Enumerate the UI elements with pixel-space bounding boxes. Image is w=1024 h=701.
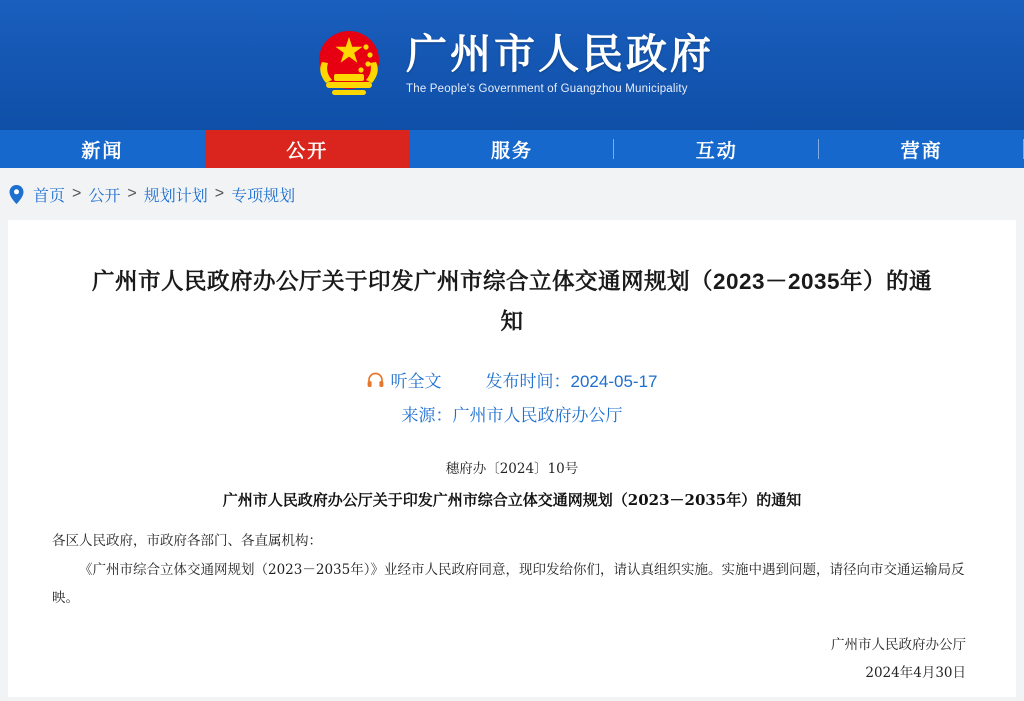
publish-time: 发布时间：2024-05-17 xyxy=(485,372,658,392)
nav-item-label: 互动 xyxy=(695,140,738,162)
article-source: 来源：广州市人民政府办公厅 xyxy=(401,406,623,426)
brand-text xyxy=(406,31,714,96)
document-salutation: 各区人民政府，市政府各部门、各直属机构： xyxy=(52,532,322,549)
listen-full-text-button[interactable] xyxy=(367,366,442,398)
breadcrumb-item-planning[interactable]: 规划计划 xyxy=(143,187,208,205)
breadcrumb-separator: > xyxy=(72,185,82,202)
signature-date: 2024年4月30日 xyxy=(865,665,966,682)
listen-full-text-label: 听全文 xyxy=(390,372,442,392)
nav-item-open[interactable] xyxy=(205,130,410,168)
breadcrumb-item-special-planning[interactable]: 专项规划 xyxy=(231,187,296,205)
signature-organization: 广州市人民政府办公厅 xyxy=(831,636,966,653)
site-brand xyxy=(310,22,714,108)
breadcrumb-item-open[interactable]: 公开 xyxy=(88,187,121,205)
nav-item-news[interactable] xyxy=(0,130,205,168)
document-body xyxy=(52,528,972,613)
site-header xyxy=(0,0,1024,130)
headphone-icon xyxy=(367,366,384,398)
nav-item-label: 新闻 xyxy=(81,140,124,162)
article-meta xyxy=(52,366,972,433)
document-paragraph: 《广州市综合立体交通网规划（2023－2035年）》业经市人民政府同意，现印发给你们，请认真组织实施。实施中遇到问题，请径向市交通运输局反映。 xyxy=(52,562,965,607)
document-subtitle: 广州市人民政府办公厅关于印发广州市综合立体交通网规划（2023－2035年）的通知 xyxy=(222,490,802,509)
nav-item-business[interactable] xyxy=(819,130,1024,168)
nav-item-label: 营商 xyxy=(900,140,943,162)
nav-item-service[interactable] xyxy=(410,130,615,168)
breadcrumb-separator: > xyxy=(127,185,137,202)
nav-item-label: 服务 xyxy=(490,140,533,162)
location-pin-icon xyxy=(8,184,24,204)
meta-row-primary xyxy=(52,366,972,398)
breadcrumb xyxy=(0,168,1024,220)
main-navigation xyxy=(0,130,1024,168)
nav-item-interaction[interactable] xyxy=(614,130,819,168)
page-title: 广州市人民政府办公厅关于印发广州市综合立体交通网规划（2023－2035年）的通知 xyxy=(91,269,933,335)
document-signature-block xyxy=(52,631,972,688)
article-card xyxy=(8,220,1016,697)
national-emblem-icon xyxy=(310,22,388,108)
breadcrumb-item-home[interactable]: 首页 xyxy=(33,187,66,205)
site-title-cn: 广州市人民政府 xyxy=(406,31,714,78)
nav-item-label: 公开 xyxy=(286,140,329,162)
breadcrumb-separator: > xyxy=(214,185,225,202)
site-title-en: The People's Government of Guangzhou Municipality xyxy=(406,83,688,96)
document-number: 穗府办〔2024〕10号 xyxy=(445,460,579,477)
